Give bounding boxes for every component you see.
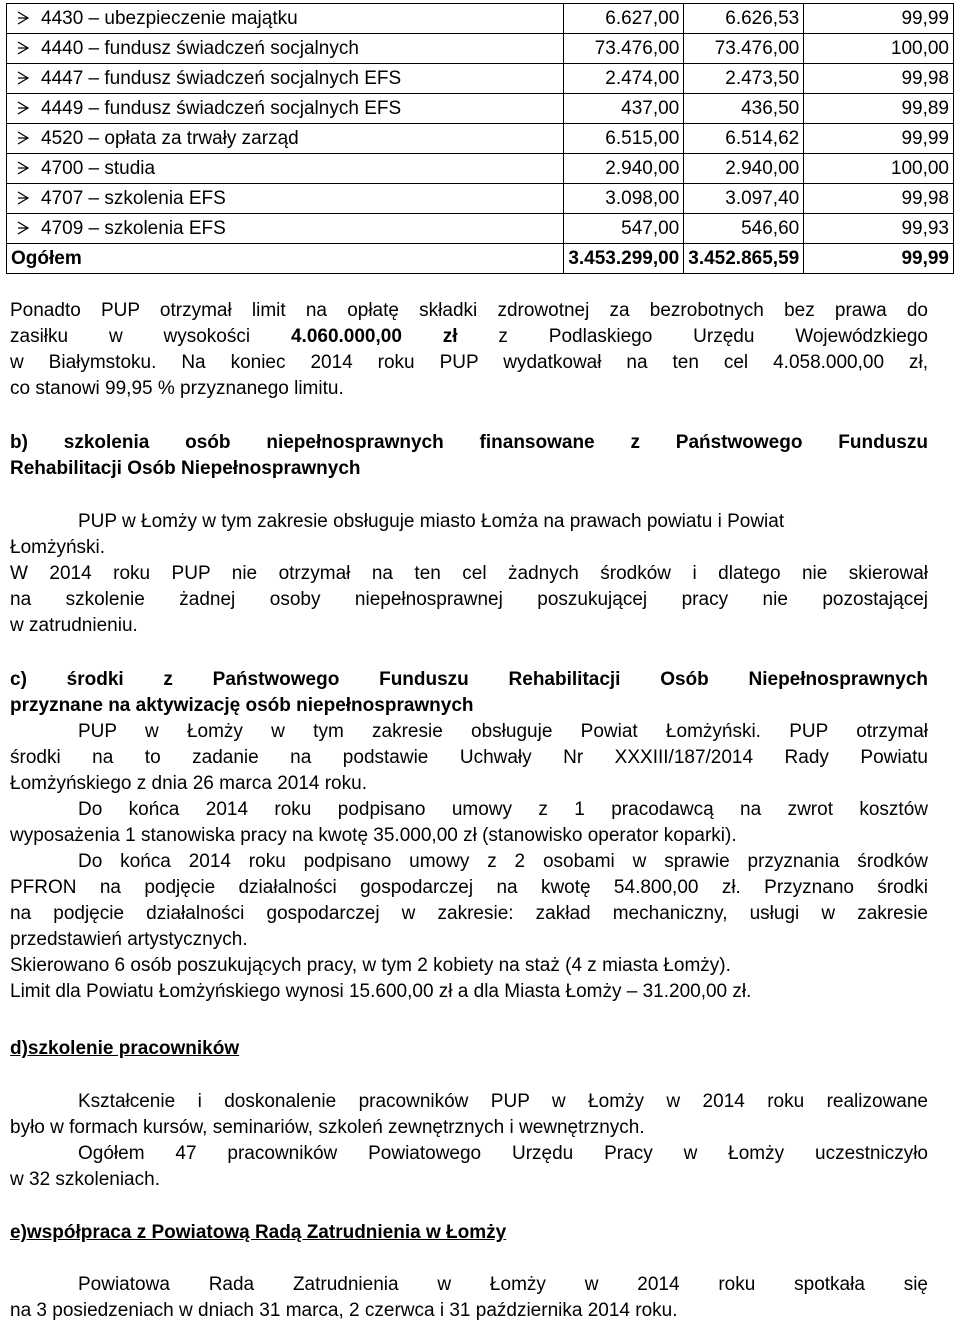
cell-text: 4430 – ubezpieczenie majątku bbox=[41, 7, 298, 29]
cell-pct bbox=[804, 154, 954, 184]
cell-text: 2.473,50 bbox=[725, 67, 800, 89]
cell-pct bbox=[804, 214, 954, 244]
text-line: Do końca 2014 roku podpisano umowy z 1 pracodawcą na zwrot kosztów bbox=[78, 799, 928, 820]
limit-paragraph bbox=[10, 298, 928, 402]
section-c bbox=[10, 667, 928, 1005]
bullet-icon bbox=[17, 41, 29, 55]
cell-label bbox=[7, 124, 564, 154]
cell-text: 4449 – fundusz świadczeń socjalnych EFS bbox=[41, 97, 402, 119]
cell-text: 99,99 bbox=[901, 247, 949, 269]
text-line: W 2014 roku PUP nie otrzymał na ten cel żadnych środków i dlatego nie skierował bbox=[10, 563, 928, 584]
cell-text: 4447 – fundusz świadczeń socjalnych EFS bbox=[41, 67, 402, 89]
cell-label bbox=[7, 214, 564, 244]
cell-label bbox=[7, 4, 564, 34]
section-e-body bbox=[10, 1272, 928, 1324]
section-e-heading: e)współpraca z Powiatową Radą Zatrudnienia w Łomży bbox=[10, 1222, 507, 1243]
cell-text: Ogółem bbox=[11, 247, 82, 269]
cell-plan bbox=[564, 214, 684, 244]
text-line: na podjęcie działalności gospodarczej w zakresie: zakład mechaniczny, usługi w zakresie bbox=[10, 903, 928, 924]
bullet-icon bbox=[17, 101, 29, 115]
text-line: w 32 szkoleniach. bbox=[10, 1169, 160, 1190]
cell-pct bbox=[804, 34, 954, 64]
cell-pct bbox=[804, 184, 954, 214]
text-line: Do końca 2014 roku podpisano umowy z 2 osobami w sprawie przyznania środków bbox=[78, 851, 928, 872]
text-line: na 3 posiedzeniach w dniach 31 marca, 2 czerwca i 31 października 2014 roku. bbox=[10, 1300, 678, 1321]
bullet-icon bbox=[17, 71, 29, 85]
table-row bbox=[7, 214, 954, 244]
cell-text: 3.097,40 bbox=[725, 187, 800, 209]
cell-text: 99,93 bbox=[901, 217, 949, 239]
section-d bbox=[10, 1036, 928, 1062]
cell-label bbox=[7, 34, 564, 64]
bullet-icon bbox=[17, 191, 29, 205]
cell-text: 100,00 bbox=[890, 37, 949, 59]
section-b-heading: b) szkolenia osób niepełnosprawnych finansowane z Państwowego Funduszu bbox=[10, 432, 928, 453]
text-line: zasiłku w wysokości 4.060.000,00 zł z Podlaskiego Urzędu Wojewódzkiego bbox=[10, 326, 929, 347]
cell-text: 3.452.865,59 bbox=[688, 247, 800, 269]
text-line: PUP w Łomży w tym zakresie obsługuje Powiat Łomżyński. PUP otrzymał bbox=[78, 721, 928, 742]
cell-label bbox=[7, 154, 564, 184]
text-line: było w formach kursów, seminariów, szkoleń zewnętrznych i wewnętrznych. bbox=[10, 1117, 645, 1138]
text-line: środki na to zadanie na podstawie Uchwały Nr XXXIII/187/2014 Rady Powiatu bbox=[10, 747, 928, 768]
text-line: Łomżyński. bbox=[10, 537, 106, 558]
limit-amount: 4.060.000,00 zł bbox=[290, 326, 458, 347]
cell-text: 4520 – opłata za trwały zarząd bbox=[41, 127, 299, 149]
cell-pct bbox=[804, 94, 954, 124]
cell-text: 73.476,00 bbox=[714, 37, 800, 59]
text-line: Ogółem 47 pracowników Powiatowego Urzędu Pracy w Łomży uczestniczyło bbox=[78, 1143, 928, 1164]
cell-exec bbox=[684, 214, 804, 244]
text-line: na szkolenie żadnej osoby niepełnosprawnej poszukującej pracy nie pozostającej bbox=[10, 589, 928, 610]
text-line: przedstawień artystycznych. bbox=[10, 929, 248, 950]
table-row bbox=[7, 4, 954, 34]
section-b-heading-line2: Rehabilitacji Osób Niepełnosprawnych bbox=[10, 458, 361, 479]
cell-label bbox=[7, 184, 564, 214]
cell-pct bbox=[804, 4, 954, 34]
section-d-heading: d)szkolenie pracowników bbox=[10, 1038, 240, 1059]
cell-exec bbox=[684, 154, 804, 184]
cell-plan bbox=[564, 244, 684, 274]
section-c-heading-line2: przyznane na aktywizację osób niepełnosprawnych bbox=[10, 695, 474, 716]
text-line: PUP w Łomży w tym zakresie obsługuje miasto Łomża na prawach powiatu i Powiat bbox=[78, 511, 785, 532]
cell-text: 100,00 bbox=[890, 157, 949, 179]
cell-text: 3.098,00 bbox=[605, 187, 680, 209]
cell-exec bbox=[684, 244, 804, 274]
section-b bbox=[10, 430, 928, 482]
cell-plan bbox=[564, 34, 684, 64]
cell-text: 3.453.299,00 bbox=[568, 247, 680, 269]
cell-text: 547,00 bbox=[621, 217, 680, 239]
cell-text: 4707 – szkolenia EFS bbox=[41, 187, 226, 209]
cell-plan bbox=[564, 4, 684, 34]
cell-text: 99,98 bbox=[901, 187, 949, 209]
cell-text: 4440 – fundusz świadczeń socjalnych bbox=[41, 37, 359, 59]
bullet-icon bbox=[17, 221, 29, 235]
table-row bbox=[7, 34, 954, 64]
cell-exec bbox=[684, 124, 804, 154]
cell-exec bbox=[684, 64, 804, 94]
section-e bbox=[10, 1220, 928, 1246]
cell-plan bbox=[564, 124, 684, 154]
cell-text: 546,60 bbox=[741, 217, 800, 239]
cell-pct bbox=[804, 244, 954, 274]
cell-text: 437,00 bbox=[621, 97, 680, 119]
cell-text: 73.476,00 bbox=[594, 37, 680, 59]
text-line: Limit dla Powiatu Łomżyńskiego wynosi 15.600,00 zł a dla Miasta Łomży – 31.200,00 zł. bbox=[10, 981, 752, 1002]
text-line: w Białymstoku. Na koniec 2014 roku PUP wydatkował na ten cel 4.058.000,00 zł, bbox=[10, 352, 928, 373]
cell-text: 4700 – studia bbox=[41, 157, 156, 179]
cell-text: 4709 – szkolenia EFS bbox=[41, 217, 226, 239]
cell-text: 99,99 bbox=[901, 7, 949, 29]
section-d-body bbox=[10, 1089, 928, 1193]
cell-exec bbox=[684, 94, 804, 124]
text-line: co stanowi 99,95 % przyznanego limitu. bbox=[10, 378, 344, 399]
cell-text: 99,98 bbox=[901, 67, 949, 89]
cell-pct bbox=[804, 124, 954, 154]
bullet-icon bbox=[17, 11, 29, 25]
text-line: Ponadto PUP otrzymał limit na opłatę składki zdrowotnej za bezrobotnych bez prawa do bbox=[10, 300, 928, 321]
text-line: Łomżyńskiego z dnia 26 marca 2014 roku. bbox=[10, 773, 367, 794]
table-row bbox=[7, 64, 954, 94]
cell-plan bbox=[564, 64, 684, 94]
text-line: wyposażenia 1 stanowiska pracy na kwotę 35.000,00 zł (stanowisko operator koparki). bbox=[10, 825, 737, 846]
cell-text: 2.940,00 bbox=[725, 157, 800, 179]
cell-label bbox=[7, 244, 564, 274]
table-row bbox=[7, 154, 954, 184]
cell-text: 6.626,53 bbox=[725, 7, 800, 29]
cell-plan bbox=[564, 154, 684, 184]
cell-text: 2.940,00 bbox=[605, 157, 680, 179]
section-c-heading: c) środki z Państwowego Funduszu Rehabilitacji Osób Niepełnosprawnych bbox=[10, 669, 928, 690]
bullet-icon bbox=[17, 161, 29, 175]
expenditure-table bbox=[6, 3, 954, 274]
table-total-row bbox=[7, 244, 954, 274]
cell-exec bbox=[684, 4, 804, 34]
cell-exec bbox=[684, 184, 804, 214]
cell-pct bbox=[804, 64, 954, 94]
cell-text: 6.627,00 bbox=[605, 7, 680, 29]
text-line: Skierowano 6 osób poszukujących pracy, w tym 2 kobiety na staż (4 z miasta Łomży). bbox=[10, 955, 731, 976]
text-line: PFRON na podjęcie działalności gospodarczej na kwotę 54.800,00 zł. Przyznano środki bbox=[10, 877, 928, 898]
cell-text: 436,50 bbox=[741, 97, 800, 119]
text-line: Kształcenie i doskonalenie pracowników PUP w Łomży w 2014 roku realizowane bbox=[78, 1091, 928, 1112]
cell-exec bbox=[684, 34, 804, 64]
table-row bbox=[7, 124, 954, 154]
cell-label bbox=[7, 64, 564, 94]
text-line: w zatrudnieniu. bbox=[10, 615, 138, 636]
cell-text: 99,89 bbox=[901, 97, 949, 119]
cell-label bbox=[7, 94, 564, 124]
cell-plan bbox=[564, 184, 684, 214]
text-line: Powiatowa Rada Zatrudnienia w Łomży w 2014 roku spotkała się bbox=[78, 1274, 928, 1295]
bullet-icon bbox=[17, 131, 29, 145]
cell-text: 99,99 bbox=[901, 127, 949, 149]
table-row bbox=[7, 94, 954, 124]
cell-text: 2.474,00 bbox=[605, 67, 680, 89]
cell-text: 6.514,62 bbox=[725, 127, 800, 149]
table-row bbox=[7, 184, 954, 214]
section-b-body bbox=[10, 509, 928, 639]
cell-plan bbox=[564, 94, 684, 124]
cell-text: 6.515,00 bbox=[605, 127, 680, 149]
